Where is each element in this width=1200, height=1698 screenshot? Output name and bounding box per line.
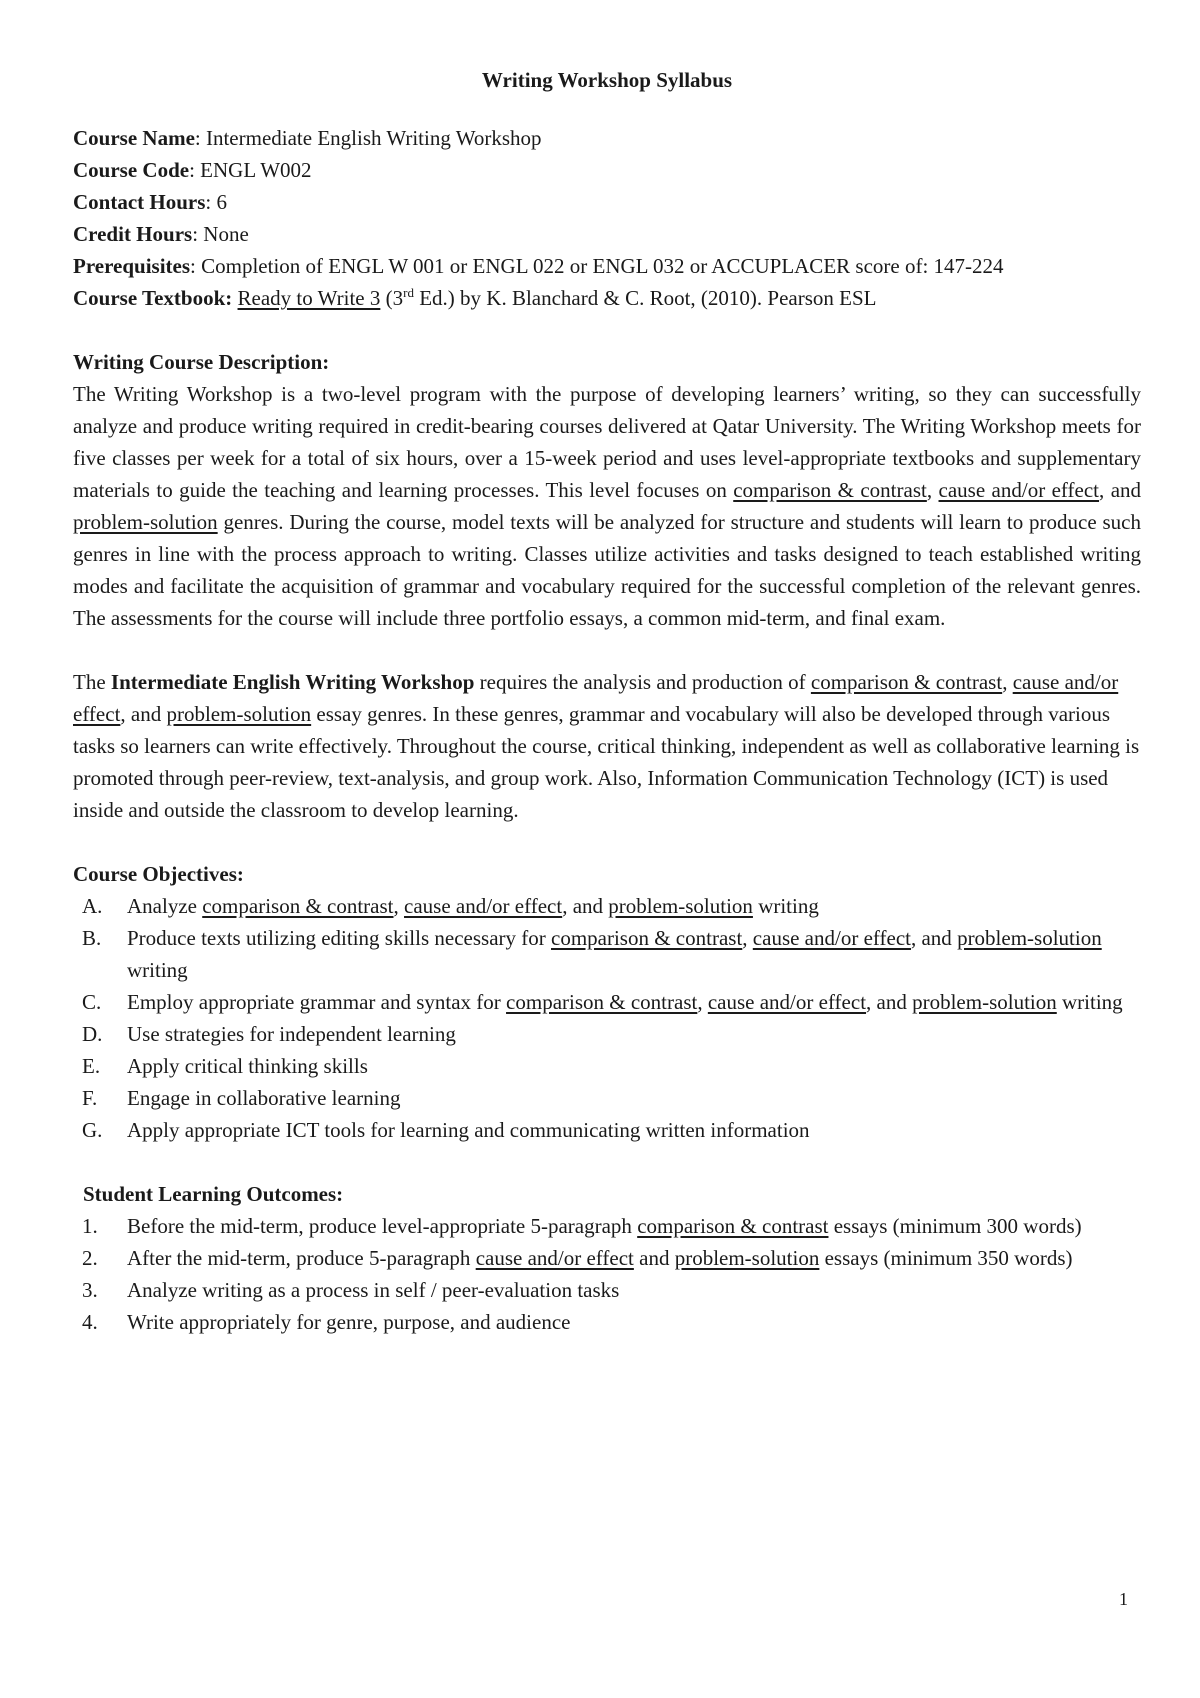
- separator: ,: [697, 990, 708, 1014]
- separator: , and: [1099, 478, 1142, 502]
- separator: ,: [926, 478, 939, 502]
- textbook-edition-pre: (3: [380, 286, 404, 310]
- genre-problem-solution: problem-solution: [674, 1246, 820, 1270]
- separator: ,: [393, 894, 405, 918]
- contact-hours-line: [73, 186, 1141, 218]
- syllabus-page: [73, 64, 1141, 1338]
- genre-cause-effect: cause and/or effect: [475, 1246, 634, 1270]
- genre-cause-effect: cause and/or effect: [752, 926, 911, 950]
- credit-hours-label: Credit Hours: [73, 222, 193, 246]
- description-heading: Writing Course Description:: [73, 350, 330, 374]
- outcomes-heading: Student Learning Outcomes:: [83, 1182, 344, 1206]
- item-text: Use strategies for independent learning: [127, 1022, 456, 1046]
- separator: and: [633, 1246, 675, 1270]
- genre-cause-effect: cause and/or effect: [938, 478, 1100, 502]
- item-text: After the mid-term, produce 5-paragraph: [127, 1246, 476, 1270]
- genre-cause-effect: cause and/or effect: [73, 670, 1119, 726]
- genre-comparison-contrast: comparison & contrast: [506, 990, 698, 1014]
- separator: , and: [120, 702, 167, 726]
- course-name-bold: Intermediate English Writing Workshop: [110, 670, 475, 694]
- genre-problem-solution: problem-solution: [608, 894, 753, 918]
- textbook-label: Course Textbook:: [73, 286, 233, 310]
- textbook-details: Ed.) by K. Blanchard & C. Root, (2010). Pearson ESL: [413, 286, 877, 310]
- course-name-value: : Intermediate English Writing Workshop: [194, 126, 542, 150]
- page-title: Writing Workshop Syllabus: [481, 68, 733, 92]
- genre-problem-solution: problem-solution: [166, 702, 312, 726]
- genre-comparison-contrast: comparison & contrast: [733, 478, 927, 502]
- item-text: Engage in collaborative learning: [127, 1086, 401, 1110]
- list-marker: G.: [82, 1118, 103, 1142]
- prerequisites-label: Prerequisites: [73, 254, 191, 278]
- list-item: [73, 1274, 1141, 1306]
- description-paragraph-2: [73, 666, 1141, 826]
- description-text: The Writing Workshop is a two-level program with the purpose of developing learners’ writing, so they can successfully analyze and produce writing required in credit-bearing courses delivered at Qatar University. The Writing Workshop meets for five classes per week for a total of six hours, over a 15-week period and uses level-appropriate textbooks and supplementary materials to guide the teaching and learning processes. This level focuses on: [73, 382, 1141, 502]
- prerequisites-line: [73, 250, 1141, 282]
- genre-comparison-contrast: comparison & contrast: [637, 1214, 829, 1238]
- course-code-line: [73, 154, 1141, 186]
- genre-problem-solution: problem-solution: [957, 926, 1102, 950]
- item-text: Analyze writing as a process in self / peer-evaluation tasks: [127, 1278, 620, 1302]
- genre-comparison-contrast: comparison & contrast: [810, 670, 1003, 694]
- list-item: [73, 1210, 1141, 1242]
- genre-comparison-contrast: comparison & contrast: [551, 926, 743, 950]
- list-item: [73, 1306, 1141, 1338]
- page-number: 1: [1119, 1589, 1128, 1609]
- genre-problem-solution: problem-solution: [912, 990, 1057, 1014]
- item-text: Produce texts utilizing editing skills necessary for: [127, 926, 551, 950]
- item-text: Analyze: [127, 894, 203, 918]
- list-item: [73, 1082, 1141, 1114]
- genre-problem-solution: problem-solution: [73, 510, 218, 534]
- course-info: [73, 122, 1141, 314]
- list-item: [73, 1114, 1141, 1146]
- item-text: essays (minimum 300 words): [828, 1214, 1082, 1238]
- genre-comparison-contrast: comparison & contrast: [202, 894, 394, 918]
- objectives-list: [73, 890, 1141, 1146]
- item-text: writing: [1056, 990, 1123, 1014]
- list-item: [73, 986, 1141, 1018]
- item-text: Apply appropriate ICT tools for learning and communicating written information: [127, 1118, 810, 1142]
- list-marker: 3.: [82, 1278, 98, 1302]
- description-paragraph-1: [73, 378, 1141, 634]
- description-text: The: [73, 670, 111, 694]
- list-marker: 4.: [82, 1310, 98, 1334]
- list-item: [73, 922, 1141, 986]
- list-marker: F.: [82, 1086, 98, 1110]
- course-name-line: [73, 122, 1141, 154]
- separator: , and: [562, 894, 609, 918]
- list-item: [73, 1018, 1141, 1050]
- list-marker: 1.: [82, 1214, 98, 1238]
- credit-hours-value: : None: [192, 222, 249, 246]
- genre-cause-effect: cause and/or effect: [404, 894, 563, 918]
- list-marker: 2.: [82, 1246, 98, 1270]
- list-item: [73, 890, 1141, 922]
- genre-cause-effect: cause and/or effect: [707, 990, 867, 1014]
- separator: , and: [910, 926, 958, 950]
- objectives-heading: Course Objectives:: [73, 862, 244, 886]
- textbook-line: [73, 282, 1141, 314]
- course-name-label: Course Name: [73, 126, 195, 150]
- list-marker: C.: [82, 990, 102, 1014]
- textbook-title: Ready to Write 3: [237, 286, 381, 310]
- item-text: Employ appropriate grammar and syntax for: [127, 990, 507, 1014]
- prerequisites-value: : Completion of ENGL W 001 or ENGL 022 or ENGL 032 or ACCUPLACER score of: 147-224: [190, 254, 1004, 278]
- list-marker: D.: [82, 1022, 103, 1046]
- course-code-label: Course Code: [73, 158, 190, 182]
- credit-hours-line: [73, 218, 1141, 250]
- list-item: [73, 1242, 1141, 1274]
- course-code-value: : ENGL W002: [189, 158, 312, 182]
- item-text: writing: [127, 958, 188, 982]
- description-text: requires the analysis and production of: [474, 670, 811, 694]
- item-text: Apply critical thinking skills: [127, 1054, 368, 1078]
- contact-hours-label: Contact Hours: [73, 190, 206, 214]
- textbook-edition-sup: rd: [403, 285, 414, 300]
- description-text: essay genres. In these genres, grammar and vocabulary will also be developed through various tasks so learners can write effectively. Throughout the course, critical thinking, independent as well as collaborative learning is promoted through peer-review, text-analysis, and group work. Also, Information Communication Technology (ICT) is used inside and outside the classroom to develop learning.: [73, 702, 1140, 822]
- outcomes-list: [73, 1210, 1141, 1338]
- list-item: [73, 1050, 1141, 1082]
- separator: , and: [866, 990, 913, 1014]
- item-text: essays (minimum 350 words): [819, 1246, 1073, 1270]
- item-text: writing: [752, 894, 819, 918]
- separator: ,: [1002, 670, 1013, 694]
- item-text: Write appropriately for genre, purpose, and audience: [127, 1310, 571, 1334]
- description-text: genres. During the course, model texts will be analyzed for structure and students will learn to produce such genres in line with the process approach to writing. Classes utilize activities and tasks designed to teach established writing modes and facilitate the acquisition of grammar and vocabulary required for the successful completion of the relevant genres. The assessments for the course will include three portfolio essays, a common mid-term, and final exam.: [73, 510, 1141, 630]
- list-marker: B.: [82, 926, 102, 950]
- list-marker: E.: [82, 1054, 101, 1078]
- item-text: Before the mid-term, produce level-appropriate 5-paragraph: [127, 1214, 638, 1238]
- separator: ,: [742, 926, 753, 950]
- contact-hours-value: : 6: [205, 190, 228, 214]
- list-marker: A.: [82, 894, 103, 918]
